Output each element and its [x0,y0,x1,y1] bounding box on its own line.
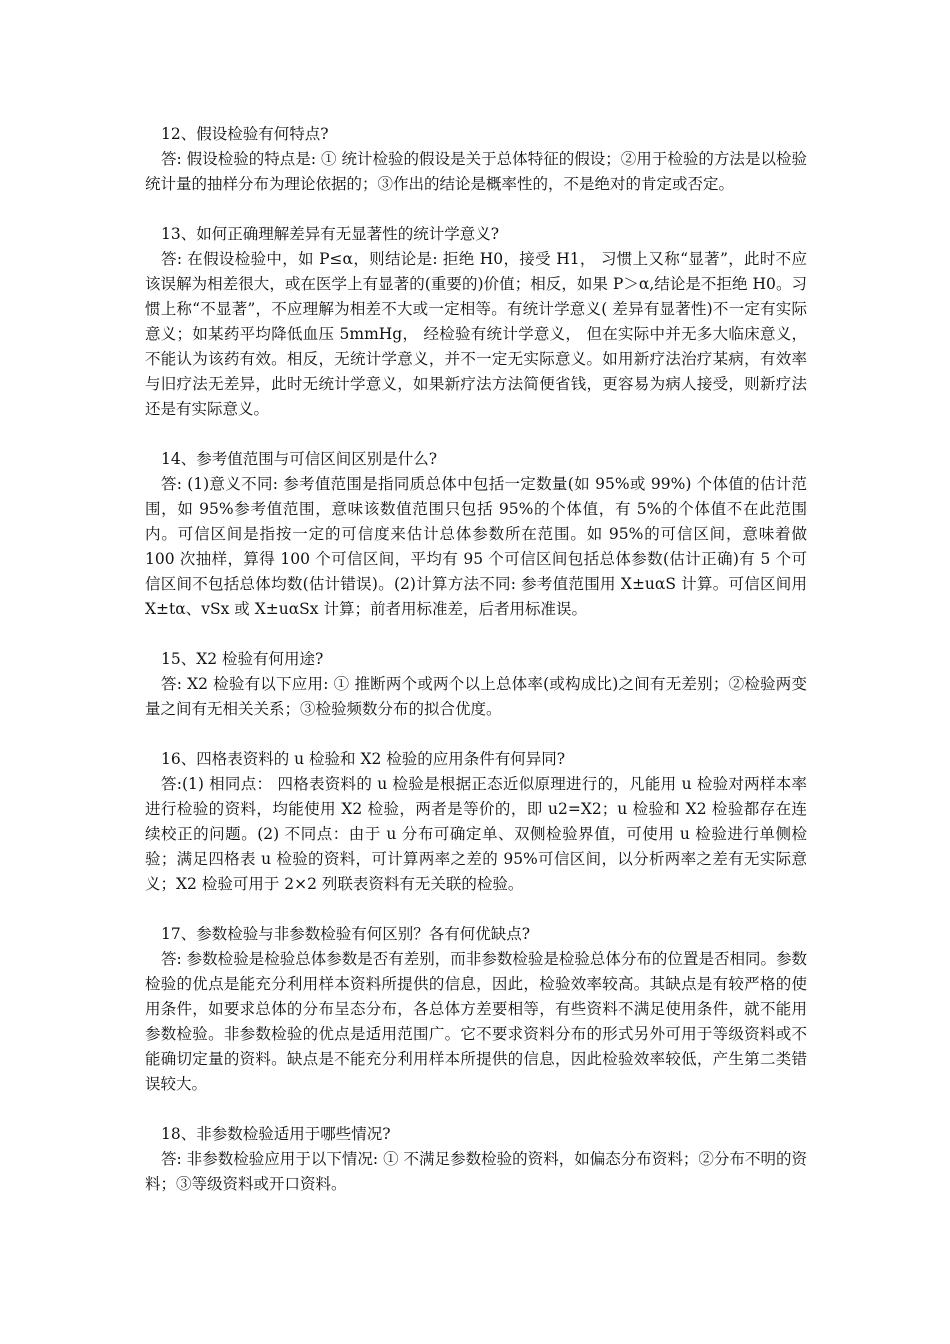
qa-item-16 [145,747,807,897]
qa-item-12 [145,122,807,197]
answer-paragraph: 答: (1)意义不同: 参考值范围是指同质总体中包括一定数量(如 95%或 99%) 个体值的估计范围，如 95%参考值范围，意味该数值范围只包括 95%的个体值，有 5%的个体值不在此范围内。可信区间是指按一定的可信度来估计总体参数所在范围。如 95%的可信区间，意味着做 100 次抽样，算得 100 个可信区间，平均有 95 个可信区间包括总体参数(估计正确)有 5 个可信区间不包括总体均数(估计错误)。(2)计算方法不同: 参考值范围用 X±uαS 计算。可信区间用 X±tα、vSx 或 X±uαSx 计算；前者用标准差，后者用标准误。 [145,475,807,618]
question-heading: 13、如何正确理解差异有无显著性的统计学意义? [161,225,500,243]
answer-paragraph: 答: 非参数检验应用于以下情况: ① 不满足参数检验的资料，如偏态分布资料；②分布不明的资料；③等级资料或开口资料。 [145,1150,807,1193]
qa-item-13 [145,222,807,422]
qa-item-18 [145,1122,807,1197]
qa-item-17 [145,922,807,1097]
question-heading: 16、四格表资料的 u 检验和 X2 检验的应用条件有何异同? [161,750,566,768]
answer-paragraph: 答: 在假设检验中，如 P≤α，则结论是: 拒绝 H0，接受 H1， 习惯上又称“显著”，此时不应该误解为相差很大，或在医学上有显著的(重要的)价值；相反，如果 P＞α,结论是不拒绝 H0。习惯上称“不显著”，不应理解为相差不大或一定相等。有统计学意义( 差异有显著性)不一定有实际意义；如某药平均降低血压 5mmHg， 经检验有统计学意义， 但在实际中并无多大临床意义，不能认为该药有效。相反，无统计学意义，并不一定无实际意义。如用新疗法治疗某病，有效率与旧疗法无差异，此时无统计学意义，如果新疗法方法简便省钱，更容易为病人接受，则新疗法还是有实际意义。 [145,250,807,418]
qa-item-14 [145,447,807,622]
answer-paragraph: 答: 假设检验的特点是: ① 统计检验的假设是关于总体特征的假设；②用于检验的方法是以检验统计量的抽样分布为理论依据的；③作出的结论是概率性的，不是绝对的肯定或否定。 [145,150,807,193]
question-heading: 14、参考值范围与可信区间区别是什么? [161,450,438,468]
question-heading: 18、非参数检验适用于哪些情况? [161,1125,391,1143]
question-heading: 12、假设检验有何特点? [161,125,329,143]
answer-paragraph: 答: X2 检验有以下应用: ① 推断两个或两个以上总体率(或构成比)之间有无差别；②检验两变量之间有无相关关系；③检验频数分布的拟合优度。 [145,675,807,718]
question-heading: 15、X2 检验有何用途? [161,650,324,668]
answer-paragraph: 答: 参数检验是检验总体参数是否有差别，而非参数检验是检验总体分布的位置是否相同。参数检验的优点是能充分利用样本资料所提供的信息，因此，检验效率较高。其缺点是有较严格的使用条件，如要求总体的分布呈态分布，各总体方差要相等，有些资料不满足使用条件，就不能用参数检验。非参数检验的优点是适用范围广。它不要求资料分布的形式另外可用于等级资料或不能确切定量的资料。缺点是不能充分利用样本所提供的信息，因此检验效率较低，产生第二类错误较大。 [145,950,807,1093]
document-body [145,122,807,1222]
qa-item-15 [145,647,807,722]
question-heading: 17、参数检验与非参数检验有何区别？各有何优缺点? [161,925,531,943]
answer-paragraph: 答:(1) 相同点： 四格表资料的 u 检验是根据正态近似原理进行的，凡能用 u 检验对两样本率进行检验的资料，均能使用 X2 检验，两者是等价的，即 u2=X2；u 检验和 X2 检验都存在连续校正的问题。(2) 不同点：由于 u 分布可确定单、双侧检验界值，可使用 u 检验进行单侧检验；满足四格表 u 检验的资料，可计算两率之差的 95%可信区间，以分析两率之差有无实际意义；X2 检验可用于 2×2 列联表资料有无关联的检验。 [145,775,807,893]
